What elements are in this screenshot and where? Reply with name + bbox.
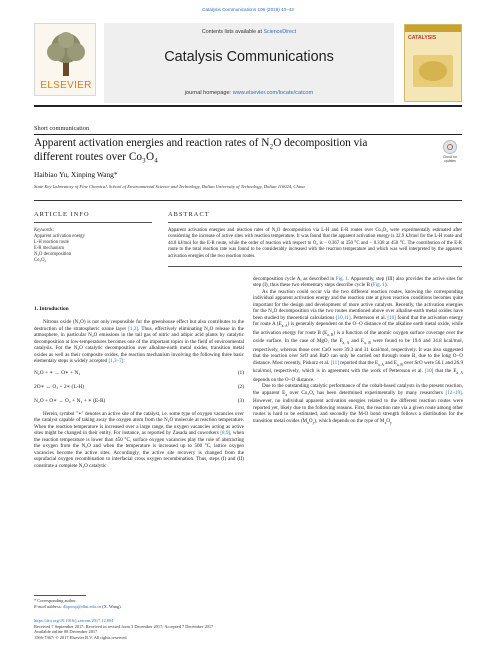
divider [168, 222, 462, 223]
figure-link[interactable]: Fig. 1 [372, 282, 385, 289]
email-link[interactable]: dlipwxp@dlut.edu.cn [63, 603, 102, 609]
footnote [34, 598, 244, 609]
divider [34, 222, 152, 223]
contents-line [104, 29, 394, 35]
received-dates: Received 7 September 2017; Received in revised form 3 December 2017; Accepted 7 December 2017 [34, 623, 214, 629]
citation-link[interactable]: [8,9] [220, 430, 231, 437]
journal-banner [104, 23, 394, 103]
citation-link[interactable]: [10] [424, 368, 434, 375]
journal-title: Catalysis Communications [164, 49, 334, 65]
keyword-item: E-R mechanism [34, 246, 65, 252]
intro-paragraph: Nitrous oxide (N₂O) is not only responsible for the greenhouse effect but also contributes to the destruction of the stratospheric ozone layer [1,2]. Thus, effectively eliminating N₂O release in the atmosphere, in particular N₂O emissions in the tail gas of nitric and adipic acid plants by catalytic decomposition at low-temperatures becomes one of the important topics in the field of environmental catalysis. For the N₂O catalytic decomposition over alkaline-earth metal oxides, transition metal oxides as well as their composite oxides, the reaction mechanism involving the following three basic elementary steps is widely accepted [1,3–7]: [34, 319, 244, 365]
journal-header [34, 20, 462, 107]
section-heading: 1. Introduction [34, 306, 69, 312]
left-column [34, 306, 244, 469]
online-date: Available online 08 December 2017 [34, 629, 98, 635]
article-history [34, 618, 334, 640]
keywords-list [34, 228, 154, 265]
keyword-item: L-H reaction route [34, 240, 69, 246]
contents-prefix: Contents lists available at [201, 29, 262, 35]
keywords-title: Keywords: [34, 228, 55, 233]
citation-link[interactable]: [1,2] [128, 325, 139, 332]
journal-citation: Catalysis Communications 106 (2018) 40–43 [202, 7, 294, 12]
body-paragraph: As the reaction could occur via the two different reaction routes, knowing the corresponding individual apparent activation energy and the reaction rate at given reaction conditions becomes quite important for the design and development of more active catalysts. Recently, the activation energies for the N₂O decomposition via the two routes mentioned above over alkaline-earth metal oxides have been studied by theoretical calculations [10,11]. Pettersson et al. [10] found that the activation energy for route A $(E_{a, A})$ is generally dependent on the O−O distance of the alkaline earth metal oxide, while the activation energy for route B $(E_{a, B})$ is a function of the atomic oxygen surface coverage over the oxide surface. In the case of MgO, the $E_{a, A}$ and $E_{a, B}$ were found to be 19.6 and 34.8 kcal/mol, respectively, whereas those over CaO were 39.3 and 31 kcal/mol, respectively. It was also suggested that the reaction over SrO and BaO can only be carried out through route B, due to the long O−O distance. Most recently, Piskorz et al. [11] reported that the $E_{a, A}$ and $E_{a, B}$ over SrO were 56.1 and 26.9 kcal/mol, respectively, which is in agreement with the work of Pettersson et al. [10] that the $E_{a, A}$ depends on the O−O distance. [253, 288, 464, 383]
sciencedirect-link[interactable]: ScienceDirect [263, 29, 297, 35]
journal-cover-image [404, 24, 462, 102]
body-paragraph: Due to the outstanding catalytic performance of the cobalt-based catalysts in the present reaction, the apparent $E_a$ over Co₃O₄ has been determined experimentally by many researchers [12–19]. However, no individual apparent activation energies related to the different reaction routes were reported yet, likely due to the following reasons. First, the reaction rate via a given route among other routes is hard to be estimated, and secondly the M-O bond strength follows a distribution for the transition metal oxides $(M_xO_y)$, which depends on the type of $M_xO_y$ [253, 383, 463, 425]
homepage-line [104, 90, 394, 96]
body-paragraph: decomposition cycle A, as described in Fig. 1. Apparently, step (III) also provides the active sites for step (I), thus these two elementary steps describe cycle B (Fig. 1). [253, 276, 463, 289]
citation-link[interactable]: [10,11] [335, 314, 351, 321]
elsevier-wordmark: ELSEVIER [40, 80, 92, 91]
keyword-item: N₂O decomposition [34, 252, 72, 258]
paper-title: Apparent activation energies and reaction rates of N₂O decomposition via different routes over Co₃O₄ [34, 137, 368, 163]
abstract-heading: ABSTRACT [168, 211, 210, 218]
homepage-prefix: journal homepage: [184, 90, 232, 96]
abstract-text: Apparent activation energies and reaction rates of N₂O decomposition via L-H and E-R routes over Co₃O₄ were experimentally estimated after considering the increase of active sites with reaction temperature. It was found that the apparent activation energy is 32.9 kJ/mol for the L-H route and 44.8 kJ/mol for the E-R route, while the order of reaction with respect to O₂ is − 0.367 at 350 °C and − 0.338 at 450 °C. The contribution of the E-R route to the total reaction rate was found to be considerably increased with the reaction temperature and which was well interpreted by the apparent activation energies of the two reaction routes. [168, 228, 462, 259]
right-column [253, 276, 463, 426]
citation-link[interactable]: [10] [387, 314, 396, 321]
badge-label: Check for updates [442, 155, 458, 163]
tree-icon [41, 28, 91, 78]
divider [34, 200, 462, 201]
divider [34, 595, 86, 596]
equation-3: N₂O + O∗ → O₂ + N₂ + ∗ (E-R) (3) [34, 397, 244, 404]
divider [34, 134, 462, 135]
keyword-item: Co₃O₄ [34, 258, 47, 264]
divider [168, 266, 462, 267]
citation-link[interactable]: [11] [330, 359, 339, 366]
equation-1: N₂O + ∗ → O∗ + N₂ (1) [34, 369, 244, 376]
equation-2: 2O∗ ↔ O₂ + 2∗ (L-H) (2) [34, 383, 244, 390]
homepage-link[interactable]: www.elsevier.com/locate/catcom [232, 90, 314, 96]
elsevier-logo [34, 23, 96, 96]
check-for-updates-badge[interactable] [440, 140, 460, 166]
citation-link[interactable]: [12–19] [445, 389, 462, 396]
affiliation: State Key Laboratory of Fine Chemical, School of Environmental Science and Technology, Dalian University of Technology, Dalian 116024, China [34, 184, 305, 189]
keyword-item: Apparent activation energy [34, 234, 85, 240]
copyright-line: 1566-7367/ © 2017 Elsevier B.V. All rights reserved. [34, 634, 128, 640]
citation-link[interactable]: [1,3–7] [108, 358, 124, 365]
authors: Haibiao Yu, Xinping Wang* [34, 170, 118, 179]
article-info-heading: ARTICLE INFO [34, 211, 90, 218]
corresponding-author-note: * Corresponding author. [34, 598, 77, 603]
refresh-icon [447, 144, 453, 150]
cover-title: CATALYSIS [408, 35, 437, 41]
article-type: Short communication [34, 125, 90, 132]
doi-link[interactable]: https://doi.org/10.1016/j.catcom.2017.12.004 [34, 618, 114, 623]
figure-link[interactable]: Fig. 1 [335, 276, 348, 282]
email-line: E-mail address: dlipwxp@dlut.edu.cn (X. Wang). [34, 603, 122, 609]
intro-paragraph: Herein, symbol "∗" denotes an active site of the catalyst, i.e. some type of oxygen vacancies over the catalyst capable of taking away the oxygen atom from the N₂O molecule at reaction temperature. When the reaction temperature is increased over a large range, the oxygen vacancies acting as active sites might be changed in their entity. For instance, as reported by Zasada and coworkers [8,9], when the reaction temperature is lower than 450 °C, surface oxygen vacancies play the role of abstracting the oxygen from the N₂O and when the temperature is increased up to 500 °C, lattice oxygen vacancies become the active sites. Accordingly, the active site recovery is changed from the suprafacial oxygen recombination to interfacial cross oxygen recombination. Thus, steps (I) and (II) constitute a complete N₂O catalytic [34, 410, 244, 469]
